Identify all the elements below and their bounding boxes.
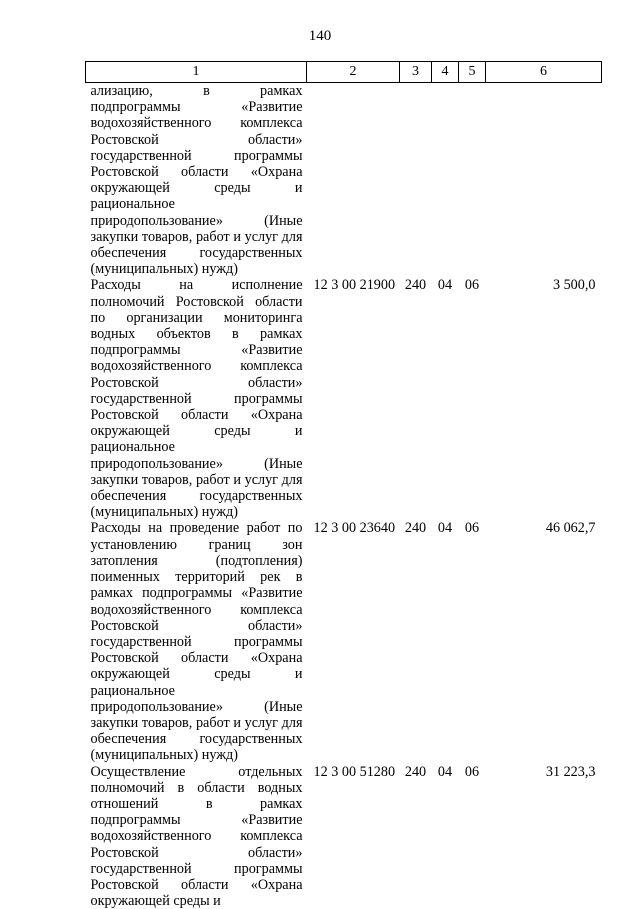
row-rz [432, 83, 459, 278]
row-pr: 06 [459, 277, 486, 520]
column-header-3: 3 [400, 62, 432, 83]
column-header-4: 4 [432, 62, 459, 83]
column-header-6: 6 [486, 62, 602, 83]
row-amount: 31 223,3 [486, 764, 602, 909]
table-row [86, 83, 602, 278]
table-row [86, 764, 602, 909]
row-description: Осуществление отдельных полномочий в области водных отношений в рамках подпрограммы «Развитие водохозяйственного комплекса Ростовской области» государственной программы Ростовской области «Охрана окружающей среды и [86, 764, 307, 909]
table-header [86, 62, 602, 83]
budget-table [85, 61, 602, 909]
row-vr: 240 [400, 520, 432, 763]
row-description: ализацию, в рамках подпрограммы «Развитие водохозяйственного комплекса Ростовской области» государственной программы Ростовской области «Охрана окружающей среды и рациональное природопользование» (Иные закупки товаров, работ и услуг для обеспечения государственных (муниципальных) нужд) [86, 83, 307, 278]
column-header-1: 1 [86, 62, 307, 83]
table-body [86, 83, 602, 909]
row-pr [459, 83, 486, 278]
row-vr [400, 83, 432, 278]
row-rz: 04 [432, 764, 459, 909]
column-header-2: 2 [307, 62, 400, 83]
row-rz: 04 [432, 277, 459, 520]
row-amount: 3 500,0 [486, 277, 602, 520]
row-amount [486, 83, 602, 278]
column-header-5: 5 [459, 62, 486, 83]
row-pr: 06 [459, 520, 486, 763]
row-code: 12 3 00 51280 [307, 764, 400, 909]
page-number: 140 [0, 28, 640, 45]
row-code: 12 3 00 23640 [307, 520, 400, 763]
row-code [307, 83, 400, 278]
header-row [86, 62, 602, 83]
table-row [86, 520, 602, 763]
row-pr: 06 [459, 764, 486, 909]
row-code: 12 3 00 21900 [307, 277, 400, 520]
row-rz: 04 [432, 520, 459, 763]
row-vr: 240 [400, 277, 432, 520]
row-description: Расходы на исполнение полномочий Ростовской области по организации мониторинга водных объектов в рамках подпрограммы «Развитие водохозяйственного комплекса Ростовской области» государственной программы Ростовской области «Охрана окружающей среды и рациональное природопользование» (Иные закупки товаров, работ и услуг для обеспечения государственных (муниципальных) нужд) [86, 277, 307, 520]
row-amount: 46 062,7 [486, 520, 602, 763]
row-description: Расходы на проведение работ по установлению границ зон затопления (подтопления) поименных территорий рек в рамках подпрограммы «Развитие водохозяйственного комплекса Ростовской области» государственной программы Ростовской области «Охрана окружающей среды и рациональное природопользование» (Иные закупки товаров, работ и услуг для обеспечения государственных (муниципальных) нужд) [86, 520, 307, 763]
row-vr: 240 [400, 764, 432, 909]
table-row [86, 277, 602, 520]
